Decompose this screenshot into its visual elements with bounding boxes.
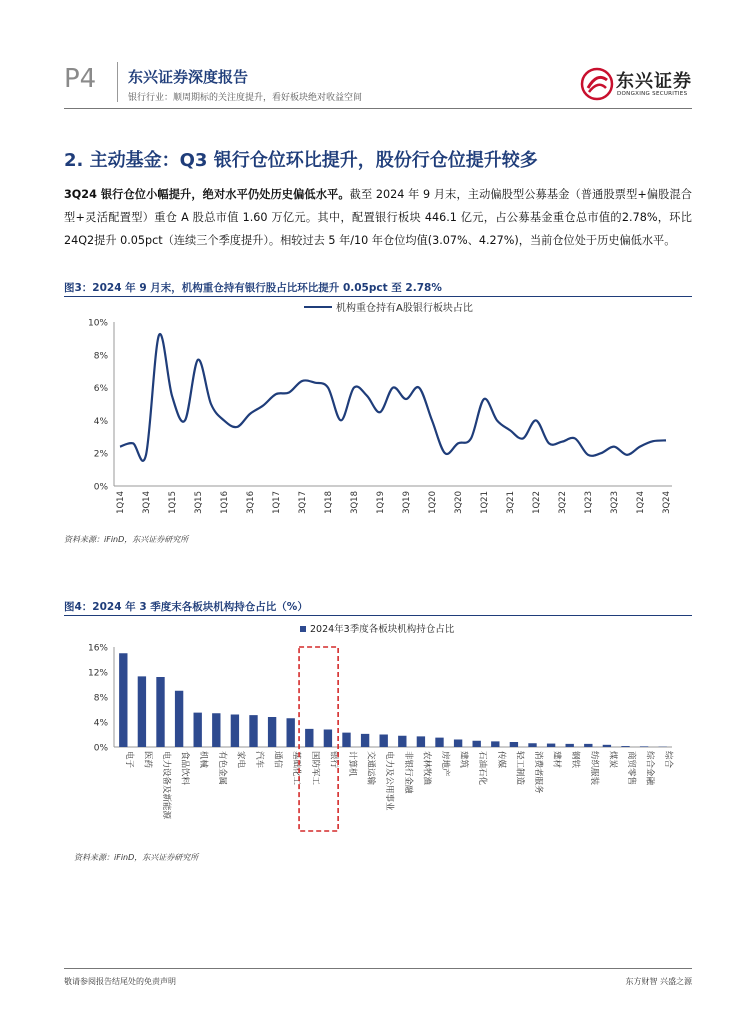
x-tick-label: 计算机	[347, 751, 357, 777]
x-tick-label: 煤炭	[607, 751, 618, 769]
bar	[119, 653, 127, 747]
bar	[324, 730, 332, 748]
x-tick-label: 机械	[198, 751, 209, 769]
x-tick-label: 1Q21	[480, 491, 490, 514]
figure4-source: 资料来源：iFinD，东兴证券研究所	[74, 853, 199, 862]
bar	[249, 715, 257, 747]
x-tick-label: 3Q24	[662, 491, 672, 514]
y-tick-label: 8%	[93, 693, 108, 704]
x-tick-label: 1Q24	[636, 491, 646, 514]
x-tick-label: 1Q14	[116, 491, 126, 514]
x-tick-label: 1Q22	[532, 491, 542, 514]
x-tick-label: 1Q15	[168, 491, 178, 514]
x-tick-label: 建材	[551, 751, 562, 769]
x-tick-label: 国防军工	[309, 751, 320, 786]
bar	[417, 736, 425, 747]
section-heading: 2. 主动基金：Q3 银行仓位环比提升，股份行仓位提升较多	[64, 150, 538, 171]
x-tick-label: 1Q18	[324, 491, 334, 514]
bar	[566, 744, 574, 747]
footer-slogan: 东方财智 兴盛之源	[625, 977, 692, 986]
figure4-title: 图4：2024 年 3 季度末各板块机构持仓占比（%）	[64, 601, 308, 613]
x-tick-label: 钢铁	[570, 751, 581, 769]
x-tick-label: 有色金属	[216, 751, 227, 786]
x-tick-label: 交通运输	[365, 751, 376, 786]
bar	[584, 744, 592, 747]
company-logo	[580, 66, 692, 102]
x-tick-label: 医药	[142, 751, 153, 769]
legend-bar-swatch	[300, 626, 306, 632]
x-tick-label: 汽车	[254, 751, 264, 769]
x-tick-label: 石油石化	[477, 751, 488, 786]
y-tick-label: 8%	[93, 351, 108, 362]
bar	[380, 735, 388, 748]
x-tick-label: 1Q23	[584, 491, 594, 514]
x-tick-label: 3Q23	[610, 491, 620, 514]
bar	[454, 740, 462, 748]
x-tick-label: 通信	[272, 751, 283, 769]
header-rule	[64, 108, 692, 109]
series-line	[120, 334, 666, 461]
x-tick-label: 3Q17	[298, 491, 308, 514]
x-tick-label: 纺织服装	[588, 751, 599, 786]
y-tick-label: 2%	[93, 449, 108, 460]
paragraph-lead: 3Q24 银行仓位小幅提升，绝对水平仍处历史偏低水平。	[64, 188, 350, 201]
x-tick-label: 3Q18	[350, 491, 360, 514]
x-tick-label: 3Q22	[558, 491, 568, 514]
line-chart-bank-position	[64, 298, 692, 530]
y-tick-label: 4%	[93, 718, 108, 729]
bar	[361, 734, 369, 747]
x-tick-label: 3Q19	[402, 491, 412, 514]
logo-text-cn: 东兴证券	[616, 71, 692, 92]
x-tick-label: 综合金融	[644, 751, 655, 786]
x-tick-label: 轻工制造	[514, 751, 525, 786]
header-divider	[117, 62, 118, 102]
x-tick-label: 1Q16	[220, 491, 230, 514]
bar	[547, 744, 555, 747]
bar	[621, 746, 629, 747]
bar	[138, 676, 146, 747]
figure3-source: 资料来源：iFinD，东兴证券研究所	[64, 535, 189, 544]
y-tick-label: 6%	[93, 384, 108, 395]
x-tick-label: 房地产	[440, 751, 450, 777]
x-tick-label: 电力设备及新能源	[161, 751, 171, 820]
bar	[640, 746, 648, 747]
x-tick-label: 家电	[235, 751, 246, 769]
x-tick-label: 建筑	[458, 751, 469, 769]
bar-chart-sector-holdings	[64, 617, 692, 837]
x-tick-label: 基础化工	[291, 751, 302, 786]
figure4-rule	[64, 615, 692, 616]
bar	[510, 742, 518, 747]
paragraph-text: 截至 2024 年 9 月末，主动偏股型公募基金（普通股票型+偏股混合型+灵活配置型）重仓 A 股总市值 1.60 万亿元。其中，配置银行板块 446.1 亿元，占公募基金重仓总市值的2.78%，环比24Q2提升 0.05pct（连续三个季度提升）。相较过去 5 年/10 年仓位均值(3.07%、4.27%)，当前仓位处于历史偏低水平。	[64, 188, 692, 247]
bar	[435, 738, 443, 747]
x-tick-label: 1Q19	[376, 491, 386, 514]
page-number: P4	[64, 64, 97, 94]
y-tick-label: 4%	[93, 416, 108, 427]
bar	[342, 733, 350, 747]
legend-label: 2024年3季度各板块机构持仓占比	[310, 624, 455, 635]
x-tick-label: 3Q14	[142, 491, 152, 514]
logo-text-en: DONGXING SECURITIES	[617, 91, 688, 97]
bar	[603, 745, 611, 747]
highlight-box	[299, 647, 338, 831]
x-tick-label: 1Q17	[272, 491, 282, 514]
x-tick-label: 3Q15	[194, 491, 204, 514]
x-tick-label: 3Q20	[454, 491, 464, 514]
bar	[491, 741, 499, 747]
x-tick-label: 消费者服务	[533, 751, 543, 794]
bar	[268, 717, 276, 747]
x-tick-label: 电力及公用事业	[384, 751, 395, 811]
y-tick-label: 0%	[93, 743, 108, 754]
footer-disclaimer: 敬请参阅报告结尾处的免责声明	[64, 977, 176, 986]
x-tick-label: 电子	[123, 751, 134, 769]
bar	[175, 691, 183, 747]
x-tick-label: 食品饮料	[179, 751, 190, 786]
x-tick-label: 综合	[663, 751, 674, 769]
bar	[398, 736, 406, 747]
x-tick-label: 3Q16	[246, 491, 256, 514]
bar	[212, 713, 220, 747]
y-tick-label: 16%	[87, 643, 108, 654]
bar	[194, 713, 202, 747]
bar	[305, 729, 313, 747]
figure3-title: 图3：2024 年 9 月末，机构重仓持有银行股占比环比提升 0.05pct 至 2.78%	[64, 282, 442, 294]
x-tick-label: 非银行金融	[402, 751, 413, 794]
y-tick-label: 12%	[87, 668, 108, 679]
x-tick-label: 银行	[328, 751, 339, 769]
legend-label: 机构重仓持有A股银行板块占比	[336, 303, 473, 314]
report-subtitle: 银行行业：顺周期标的关注度提升，看好板块绝对收益空间	[128, 93, 363, 103]
bar	[473, 741, 481, 747]
report-title: 东兴证券深度报告	[128, 68, 249, 86]
y-tick-label: 10%	[87, 318, 108, 329]
x-tick-label: 3Q21	[506, 491, 516, 514]
bar	[156, 677, 164, 747]
bar	[528, 743, 536, 747]
body-paragraph	[64, 183, 692, 252]
bar	[231, 715, 239, 748]
footer-rule	[64, 968, 692, 969]
x-tick-label: 传媒	[495, 751, 506, 769]
y-tick-label: 0%	[93, 482, 108, 493]
figure3-rule	[64, 296, 692, 297]
bar	[287, 718, 295, 747]
x-tick-label: 1Q20	[428, 491, 438, 514]
x-tick-label: 商贸零售	[626, 751, 636, 786]
x-tick-label: 农林牧渔	[421, 751, 432, 786]
